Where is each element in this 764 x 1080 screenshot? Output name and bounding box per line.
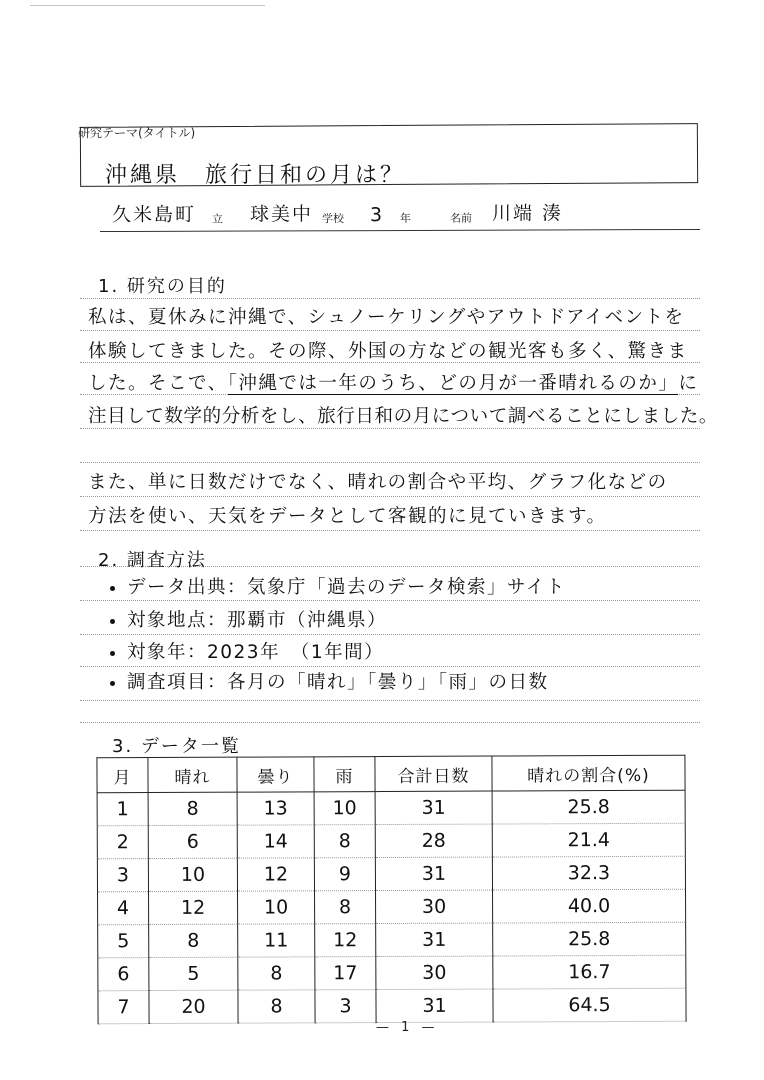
method-bullet-3 <box>110 638 384 664</box>
cell-cloudy: 11 <box>238 924 315 957</box>
column-header-total-days: 合計日数 <box>375 756 492 792</box>
cell-month: 3 <box>97 859 148 892</box>
cell-sunny: 5 <box>149 957 238 990</box>
purpose-line-3-suffix: に <box>678 373 699 394</box>
cell-month: 7 <box>98 991 149 1024</box>
weather-data-table <box>96 755 686 1025</box>
ruled-line <box>80 700 700 701</box>
bullet-icon <box>110 681 115 686</box>
school-name: 球美中 <box>249 203 314 226</box>
method-bullet-4 <box>110 668 549 694</box>
column-header-sunny-ratio: 晴れの割合(%) <box>492 755 685 791</box>
bullet-icon <box>110 586 115 591</box>
table-row <box>97 790 685 826</box>
cell-sunny: 12 <box>149 891 238 924</box>
table-row <box>98 922 686 958</box>
method-bullet-text: 対象年：2023年 （1年間） <box>127 642 385 663</box>
student-name: 川端 湊 <box>491 202 564 225</box>
method-bullet-text: データ出典：気象庁「過去のデータ検索」サイト <box>127 577 566 598</box>
ruled-line <box>80 634 700 635</box>
method-bullet-text: 調査項目：各月の「晴れ」「曇り」「雨」の日数 <box>127 672 549 693</box>
municipality: 久米島町 <box>111 203 197 227</box>
cell-rain: 10 <box>314 792 375 825</box>
cell-total: 31 <box>376 989 493 1023</box>
table-row <box>98 988 686 1024</box>
cell-rain: 9 <box>314 858 375 891</box>
cell-month: 2 <box>97 826 148 859</box>
cell-total: 31 <box>376 923 493 957</box>
purpose2-line-1: また、単に日数だけでなく、晴れの割合や平均、グラフ化などの <box>88 472 668 493</box>
ruled-line <box>80 298 700 299</box>
method-bullet-1 <box>110 573 566 599</box>
bullet-icon <box>110 619 115 624</box>
cell-sunny: 8 <box>148 792 237 825</box>
cell-month: 1 <box>97 793 148 826</box>
purpose-line-3 <box>88 369 698 395</box>
cell-ratio: 25.8 <box>492 790 685 824</box>
cell-total: 30 <box>376 956 493 990</box>
cell-cloudy: 13 <box>237 792 314 825</box>
cell-ratio: 32.3 <box>492 856 685 890</box>
cell-sunny: 10 <box>148 858 237 891</box>
cell-month: 6 <box>98 958 149 991</box>
table-row <box>97 856 685 892</box>
ruled-line <box>80 666 700 667</box>
cell-month: 5 <box>98 925 149 958</box>
column-header-sunny: 晴れ <box>148 757 237 792</box>
cell-ratio: 40.0 <box>493 889 686 923</box>
cell-sunny: 20 <box>149 990 238 1023</box>
grade: 3 <box>369 204 385 227</box>
cell-cloudy: 8 <box>238 957 315 990</box>
scan-artifact-line <box>30 5 265 6</box>
grade-suffix: 年 <box>399 211 412 225</box>
cell-rain: 17 <box>315 957 376 990</box>
ruled-line <box>80 530 700 531</box>
ruled-line <box>80 428 700 429</box>
cell-rain: 3 <box>315 990 376 1023</box>
cell-cloudy: 12 <box>237 858 314 891</box>
column-header-cloudy: 曇り <box>237 757 314 792</box>
cell-ratio: 21.4 <box>492 823 685 857</box>
cell-total: 28 <box>375 824 492 858</box>
section3-heading: 3. データ一覧 <box>112 736 241 757</box>
bullet-icon <box>110 651 115 656</box>
ruled-line <box>80 462 700 463</box>
purpose-line-1: 私は、夏休みに沖縄で、シュノーケリングやアウトドアイベントを <box>88 307 685 328</box>
section2-heading: 2. 調査方法 <box>98 550 207 571</box>
municipality-suffix: 立 <box>211 212 224 226</box>
ruled-line <box>80 600 700 601</box>
ruled-line <box>80 496 700 497</box>
cell-ratio: 25.8 <box>493 922 686 956</box>
cell-ratio: 16.7 <box>493 955 686 989</box>
name-label: 名前 <box>449 211 473 225</box>
cell-sunny: 8 <box>149 924 238 957</box>
ruled-line <box>80 722 700 723</box>
column-header-rain: 雨 <box>314 757 375 792</box>
purpose2-line-2: 方法を使い、天気をデータとして客観的に見ていきます。 <box>88 506 607 527</box>
purpose-line-2: 体験してきました。その際、外国の方などの観光客も多く、驚きま <box>88 341 688 362</box>
cell-month: 4 <box>98 892 149 925</box>
cell-total: 31 <box>375 857 492 891</box>
cell-rain: 8 <box>315 891 376 924</box>
school-suffix: 学校 <box>321 212 345 226</box>
table-header-row <box>97 755 685 793</box>
research-title: 沖縄県 旅行日和の月は？ <box>105 163 406 188</box>
table-row <box>97 823 685 859</box>
method-bullet-2 <box>110 606 387 632</box>
purpose-line-3-prefix: した。そこで、 <box>88 373 228 394</box>
cell-sunny: 6 <box>148 825 237 858</box>
cell-rain: 8 <box>314 825 375 858</box>
column-header-month: 月 <box>97 758 148 793</box>
cell-ratio: 64.5 <box>493 988 686 1022</box>
cell-total: 31 <box>375 791 492 825</box>
cell-cloudy: 14 <box>237 825 314 858</box>
purpose-line-4: 注目して数学的分析をし、旅行日和の月について調べることにしました。 <box>88 406 718 427</box>
cell-total: 30 <box>376 890 493 924</box>
method-bullet-text: 対象地点：那覇市（沖縄県） <box>127 610 388 631</box>
section1-heading: 1. 研究の目的 <box>98 276 227 297</box>
school-info-line <box>100 199 700 232</box>
theme-label: 研究テーマ(タイトル) <box>78 126 196 140</box>
table-row <box>98 889 686 925</box>
table-row <box>98 955 686 991</box>
research-question: 「沖縄では一年のうち、どの月が一番晴れるのか」 <box>227 373 679 394</box>
cell-cloudy: 8 <box>238 990 315 1023</box>
cell-cloudy: 10 <box>238 891 315 924</box>
page-number: — 1 — <box>376 1020 439 1035</box>
cell-rain: 12 <box>315 924 376 957</box>
ruled-line <box>80 330 700 331</box>
